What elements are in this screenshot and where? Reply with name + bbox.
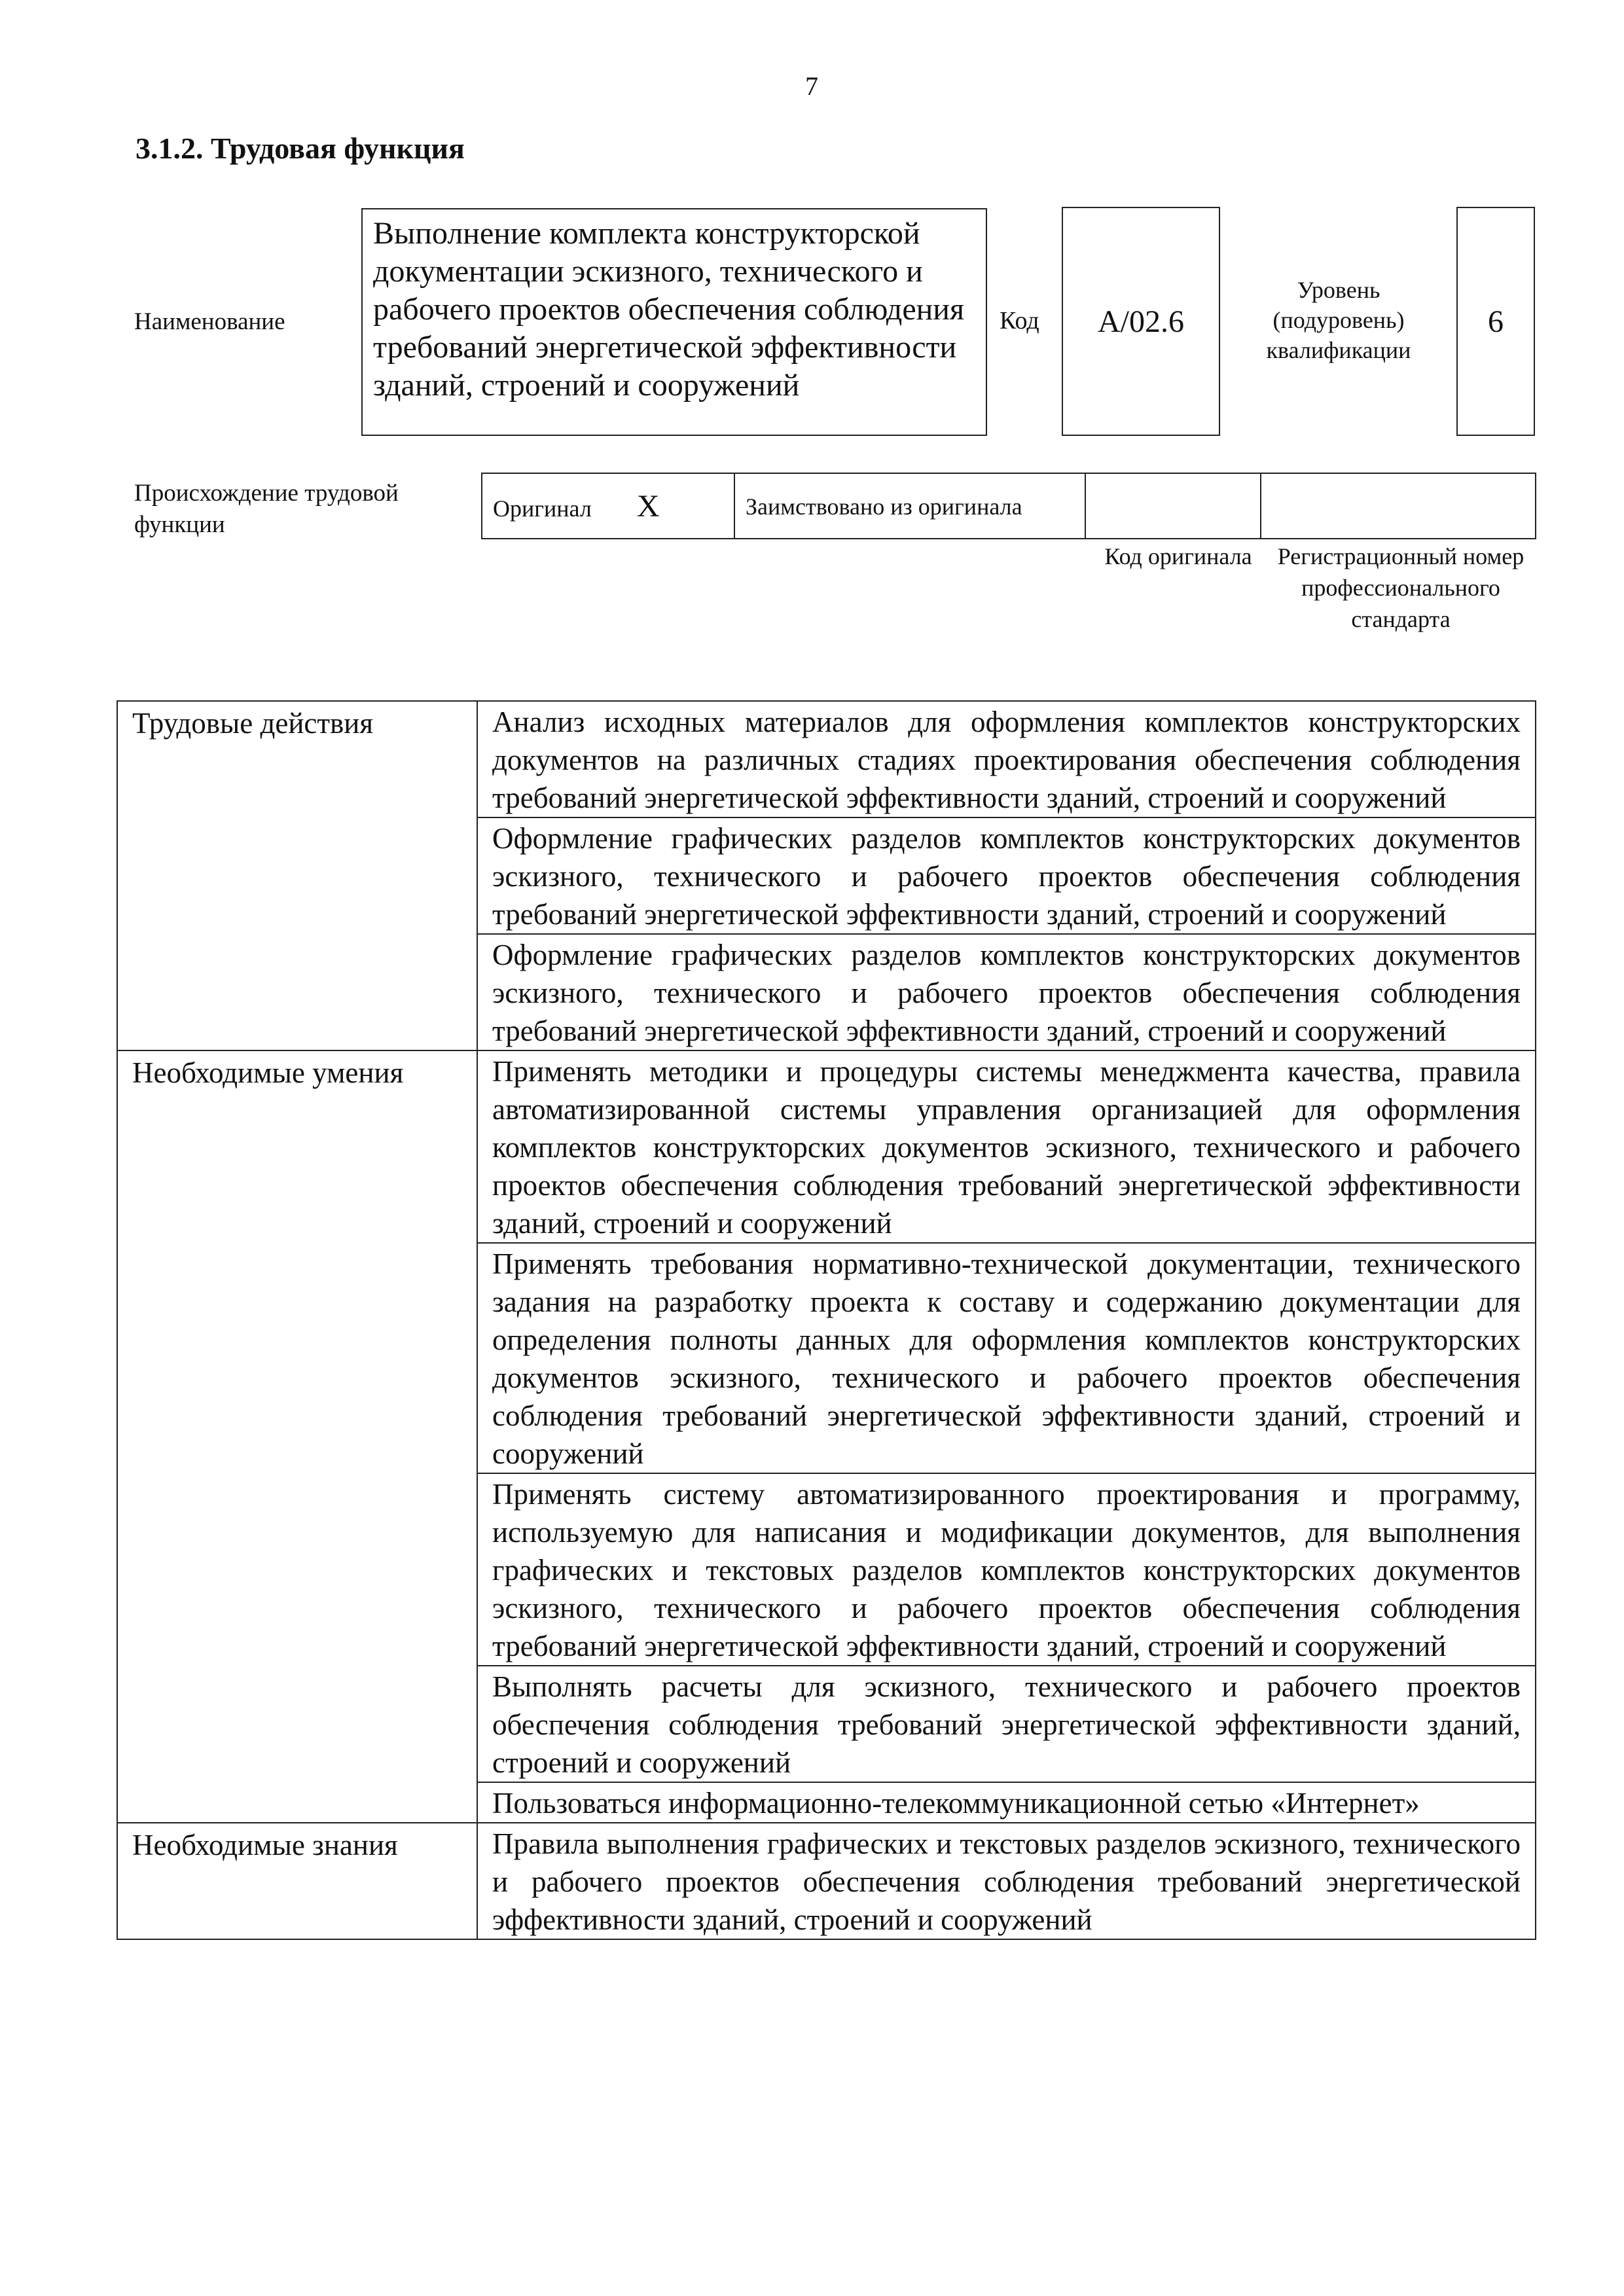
table-row [117,701,1536,817]
table-row [117,1823,1536,1939]
section-item: Применять систему автоматизированного проектирования и программу, используемую для написания и модификации документов, для выполнения графических и текстовых разделов комплектов конструкторских документов эскизного, технического и рабочего проектов обеспечения соблюдения требований энергетической эффективности зданий, строений и сооружений [477,1473,1536,1666]
origin-table [481,473,1536,539]
level-label: Уровень (подуровень) квалификации [1266,277,1411,363]
level-box [1456,207,1535,436]
section-item: Применять методики и процедуры системы менеджмента качества, правила автоматизированной системы управления организацией для оформления комплектов конструкторских документов эскизного, технического и рабочего проектов обеспечения соблюдения требований энергетической эффективности зданий, строений и сооружений [477,1050,1536,1243]
code-original-caption: Код оригинала [1104,543,1252,569]
code-label: Код [1000,307,1039,334]
page-number: 7 [805,71,818,101]
section-item: Оформление графических разделов комплектов конструкторских документов эскизного, технического и рабочего проектов обеспечения соблюдения требований энергетической эффективности зданий, строений и сооружений [477,934,1536,1050]
origin-label: Происхождение трудовой функции [134,480,399,538]
level-value: 6 [1488,304,1504,339]
borrowed-label: Заимствовано из оригинала [734,473,1085,539]
section-item: Анализ исходных материалов для оформления комплектов конструкторских документов на различных стадиях проектирования обеспечения соблюдения требований энергетической эффективности зданий, строений и сооружений [477,701,1536,817]
reg-number-caption: Регистрационный номер профессионального стандарта [1277,543,1525,632]
function-details-table [117,700,1536,1940]
code-box [1062,207,1220,436]
function-name-box: Выполнение комплекта конструкторской документации эскизного, технического и рабочего проектов обеспечения соблюдения требований энергетической эффективности зданий, строений и сооружений [361,208,987,436]
section-title: 3.1.2. Трудовая функция [135,132,465,165]
origin-original-cell [482,473,734,539]
section-heading: Необходимые знания [117,1823,477,1939]
section-item: Выполнять расчеты для эскизного, технического и рабочего проектов обеспечения соблюдения требований энергетической эффективности зданий, строений и сооружений [477,1666,1536,1782]
code-original-cell [1085,473,1261,539]
section-heading: Трудовые действия [117,701,477,1050]
section-item: Применять требования нормативно-технической документации, технического задания на разработку проекта к составу и содержанию документации для определения полноты данных для оформления комплектов конструкторских документов эскизного, технического и рабочего проектов обеспечения соблюдения требований энергетической эффективности зданий, строений и сооружений [477,1243,1536,1473]
reg-number-cell [1261,473,1536,539]
original-mark: X [636,488,660,524]
original-label: Оригинал [493,495,592,522]
section-item: Правила выполнения графических и текстовых разделов эскизного, технического и рабочего проектов обеспечения соблюдения требований энергетической эффективности зданий, строений и сооружений [477,1823,1536,1939]
table-row [117,1050,1536,1243]
code-value: A/02.6 [1098,304,1184,339]
name-label: Наименование [134,308,285,335]
section-heading: Необходимые умения [117,1050,477,1823]
section-item: Пользоваться информационно-телекоммуникационной сетью «Интернет» [477,1782,1536,1823]
section-item: Оформление графических разделов комплектов конструкторских документов эскизного, технического и рабочего проектов обеспечения соблюдения требований энергетической эффективности зданий, строений и сооружений [477,817,1536,934]
